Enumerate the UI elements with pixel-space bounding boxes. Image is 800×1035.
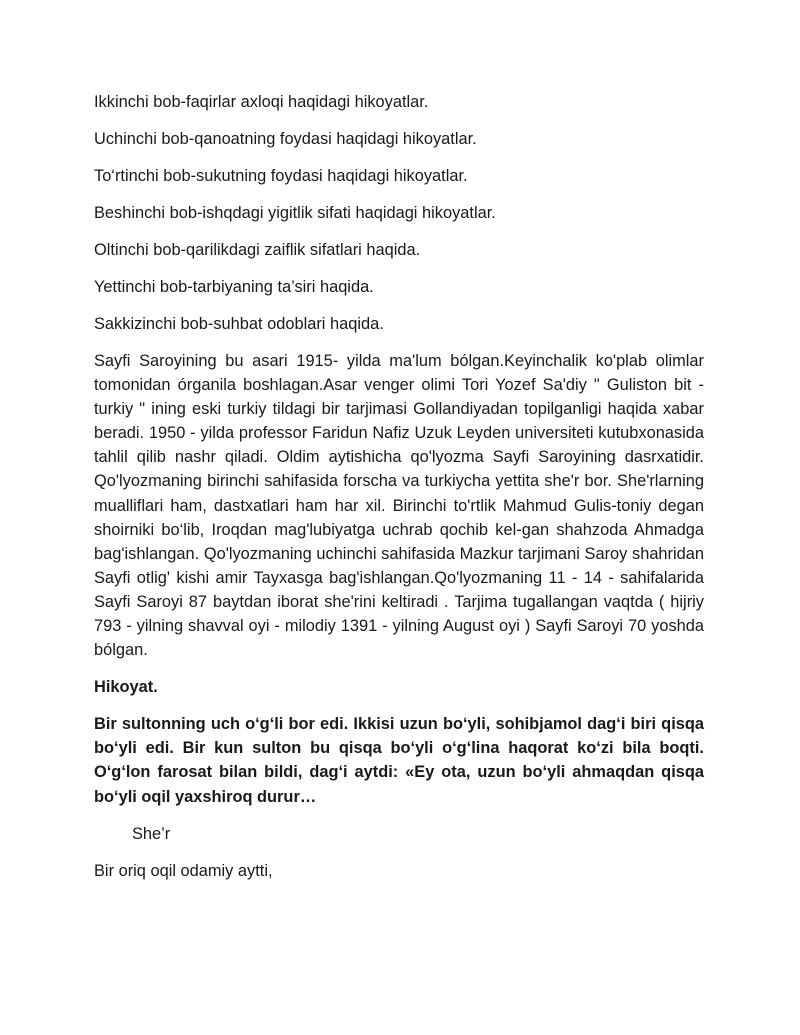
poem-heading: She’r	[132, 824, 171, 843]
history-paragraph: Sayfi Saroyining bu asari 1915- yilda ma'lum bólgan.Keyinchalik ko'plab olimlar tomonidan órganila boshlagan.Asar venger olimi Tori Yozef Sa'diy " Guliston bit - turkiy " ining eski turkiy tildagi bir tarjimasi Gollandiyadan topilganligi haqida xabar beradi. 1950 - yilda professor Faridun Nafiz Uzuk Leyden universiteti kutubxonasida tahlil qilib nashr qiladi. Oldim aytishicha qo'lyozma Sayfi Saroyining dasrxatidir. Qo'lyozmaning birinchi sahifasida forscha va turkiycha yettita she'r bor. She'rlarning mualliflari ham, dastxatlari ham har xil. Birinchi to'rtlik Mahmud Gulis-toniy degan shoirniki bo‘lib, Iroqdan mag'lubiyatga uchrab qochib kel-gan shahzoda Ahmadga bag'ishlangan. Qo'lyozmaning uchinchi sahifasida Mazkur tarjimani Saroy shahridan Sayfi otlig' kishi amir Tayxasga bag'ishlangan.Qo'lyozmaning 11 - 14 - sahifalarida Sayfi Saroyi 87 baytdan iborat she'rini keltiradi . Tarjima tugallangan vaqtda ( hijriy 793 - yilning shavval oyi - milodiy 1391 - yilning August oyi ) Sayfi Saroyi 70 yoshda bólgan.	[94, 352, 704, 660]
chapter-line-5: Beshinchi bob-ishqdagi yigitlik sifati haqidagi hikoyatlar.	[94, 204, 496, 222]
chapter-line-3: Uchinchi bob-qanoatning foydasi haqidagi hikoyatlar.	[94, 130, 477, 148]
poem-line: Bir oriq oqil odamiy aytti,	[94, 861, 273, 880]
chapter-line-8: Sakkizinchi bob-suhbat odoblari haqida.	[94, 315, 384, 333]
story-heading: Hikoyat.	[94, 678, 158, 697]
chapter-line-6: Oltinchi bob-qarilikdagi zaiflik sifatlari haqida.	[94, 241, 421, 259]
story-paragraph: Bir sultonning uch o‘g‘li bor edi. Ikkisi uzun bo‘yli, sohibjamol dag‘i biri qisqa bo‘yli edi. Bir kun sulton bu qisqa bo‘yli o‘g‘lina haqorat ko‘zi bila boqti. O‘g‘lon farosat bilan bildi, dag‘i aytdi: «Ey ota, uzun bo‘yli ahmaqdan qisqa bo‘yli oqil yaxshiroq durur…	[94, 715, 704, 806]
document-page	[94, 90, 704, 896]
chapter-line-4: To‘rtinchi bob-sukutning foydasi haqidagi hikoyatlar.	[94, 167, 468, 185]
chapter-line-2: Ikkinchi bob-faqirlar axloqi haqidagi hikoyatlar.	[94, 93, 429, 111]
chapter-line-7: Yettinchi bob-tarbiyaning ta’siri haqida.	[94, 278, 374, 296]
